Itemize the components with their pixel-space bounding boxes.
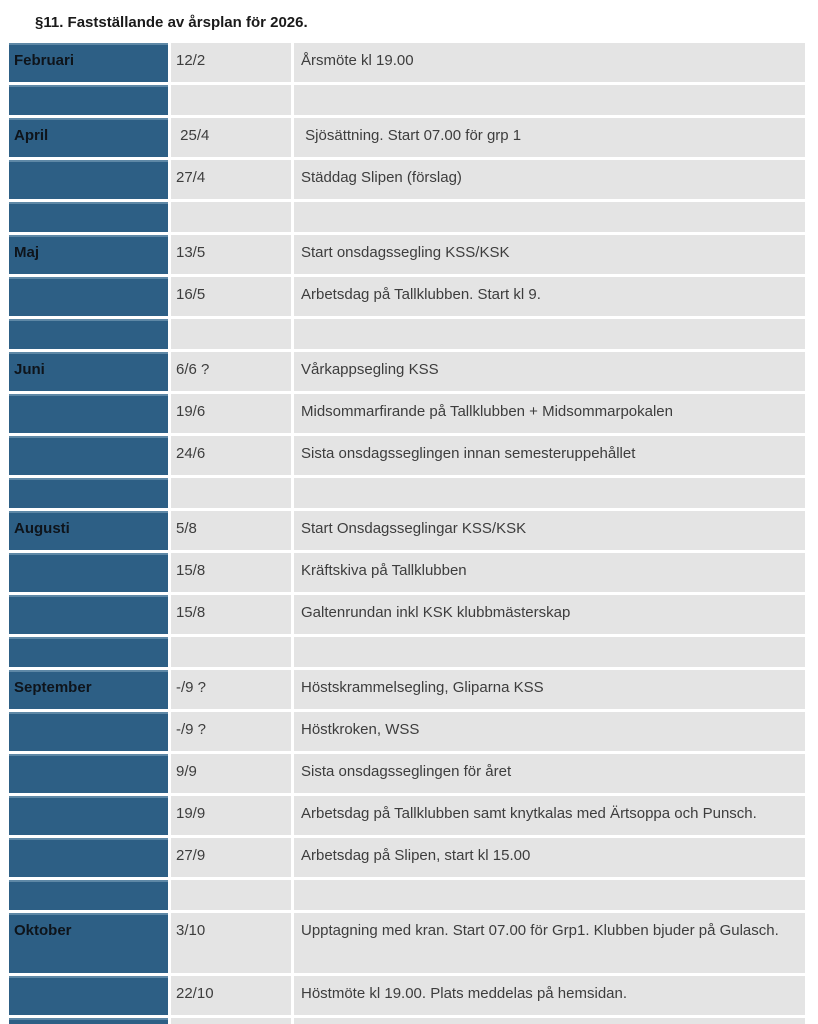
- date-cell: 6/6 ?: [171, 352, 291, 391]
- spacer-row: [9, 319, 805, 349]
- activity-cell: Städdag Slipen (förslag): [294, 160, 805, 199]
- date-cell: [171, 202, 291, 232]
- month-cell: [9, 478, 168, 508]
- activity-cell: Vårkappsegling KSS: [294, 352, 805, 391]
- activity-cell: Årsmöte kl 19.00: [294, 43, 805, 82]
- month-cell: [9, 712, 168, 751]
- event-row: [9, 670, 805, 709]
- activity-cell: [294, 319, 805, 349]
- month-cell: April: [9, 118, 168, 157]
- month-cell: [9, 838, 168, 877]
- date-cell: [171, 637, 291, 667]
- activity-cell: Höstmöte kl 19.00. Plats meddelas på hemsidan.: [294, 976, 805, 1015]
- month-cell: Juni: [9, 352, 168, 391]
- month-cell: [9, 394, 168, 433]
- date-cell: 19/9: [171, 796, 291, 835]
- activity-cell: [294, 478, 805, 508]
- spacer-row: [9, 85, 805, 115]
- event-row: [9, 160, 805, 199]
- month-cell: [9, 85, 168, 115]
- month-cell: [9, 319, 168, 349]
- event-row: [9, 118, 805, 157]
- date-cell: 5/8: [171, 511, 291, 550]
- date-cell: 15/8: [171, 595, 291, 634]
- date-cell: 3/10: [171, 913, 291, 973]
- event-row: [9, 712, 805, 751]
- date-cell: 16/5: [171, 277, 291, 316]
- activity-cell: Start Onsdagsseglingar KSS/KSK: [294, 511, 805, 550]
- activity-cell: Galtenrundan inkl KSK klubbmästerskap: [294, 595, 805, 634]
- month-cell: [9, 595, 168, 634]
- month-cell: Februari: [9, 43, 168, 82]
- date-cell: 9/9: [171, 754, 291, 793]
- event-row: [9, 394, 805, 433]
- page-title: §11. Fastställande av årsplan för 2026.: [35, 14, 308, 31]
- date-cell: 22/10: [171, 976, 291, 1015]
- activity-cell: Start onsdagssegling KSS/KSK: [294, 235, 805, 274]
- activity-cell: Arbetsdag på Slipen, start kl 15.00: [294, 838, 805, 877]
- event-row: [9, 838, 805, 877]
- month-cell: [9, 553, 168, 592]
- activity-cell: Arbetsdag på Tallklubben samt knytkalas med Ärtsoppa och Punsch.: [294, 796, 805, 835]
- event-row: [9, 511, 805, 550]
- month-cell: Oktober: [9, 913, 168, 973]
- activity-cell: Midsommarfirande på Tallklubben + Midsommarpokalen: [294, 394, 805, 433]
- month-cell: [9, 754, 168, 793]
- activity-cell: Upptagning med kran. Start 07.00 för Grp1. Klubben bjuder på Gulasch.: [294, 913, 805, 973]
- event-row: [9, 436, 805, 475]
- activity-cell: [294, 637, 805, 667]
- yearplan-table-body: [9, 43, 805, 1024]
- date-cell: 27/9: [171, 838, 291, 877]
- spacer-row: [9, 478, 805, 508]
- month-cell: [9, 637, 168, 667]
- date-cell: 24/6: [171, 436, 291, 475]
- date-cell: 15/8: [171, 553, 291, 592]
- activity-cell: Kräftskiva på Tallklubben: [294, 553, 805, 592]
- yearplan-table: [6, 40, 808, 1024]
- activity-cell: [294, 202, 805, 232]
- spacer-row: [9, 880, 805, 910]
- month-cell: [9, 436, 168, 475]
- event-row: [9, 913, 805, 973]
- event-row: [9, 754, 805, 793]
- date-cell: 12/2: [171, 43, 291, 82]
- activity-cell: Arbetsdag på Tallklubben. Start kl 9.: [294, 277, 805, 316]
- activity-cell: Höstskrammelsegling, Gliparna KSS: [294, 670, 805, 709]
- month-cell: [9, 160, 168, 199]
- date-cell: [171, 880, 291, 910]
- date-cell: 19/6: [171, 394, 291, 433]
- date-cell: [171, 319, 291, 349]
- month-cell: September: [9, 670, 168, 709]
- date-cell: -/9 ?: [171, 712, 291, 751]
- date-cell: [171, 1018, 291, 1024]
- event-row: [9, 796, 805, 835]
- spacer-row: [9, 637, 805, 667]
- month-cell: [9, 277, 168, 316]
- activity-cell: [294, 880, 805, 910]
- event-row: [9, 352, 805, 391]
- event-row: [9, 553, 805, 592]
- date-cell: [171, 478, 291, 508]
- month-cell: [9, 796, 168, 835]
- month-cell: [9, 202, 168, 232]
- date-cell: 25/4: [171, 118, 291, 157]
- activity-cell: Höstkroken, WSS: [294, 712, 805, 751]
- activity-cell: Sista onsdagsseglingen innan semesteruppehållet: [294, 436, 805, 475]
- event-row: [9, 43, 805, 82]
- activity-cell: Sista onsdagsseglingen för året: [294, 754, 805, 793]
- date-cell: 13/5: [171, 235, 291, 274]
- month-cell: Maj: [9, 235, 168, 274]
- spacer-row: [9, 202, 805, 232]
- event-row: [9, 595, 805, 634]
- activity-cell: [294, 85, 805, 115]
- date-cell: [171, 85, 291, 115]
- month-cell: Augusti: [9, 511, 168, 550]
- activity-cell: [294, 1018, 805, 1024]
- spacer-row: [9, 1018, 805, 1024]
- month-cell: [9, 1018, 168, 1024]
- event-row: [9, 235, 805, 274]
- activity-cell: Sjösättning. Start 07.00 för grp 1: [294, 118, 805, 157]
- event-row: [9, 976, 805, 1015]
- date-cell: 27/4: [171, 160, 291, 199]
- date-cell: -/9 ?: [171, 670, 291, 709]
- month-cell: [9, 976, 168, 1015]
- month-cell: [9, 880, 168, 910]
- event-row: [9, 277, 805, 316]
